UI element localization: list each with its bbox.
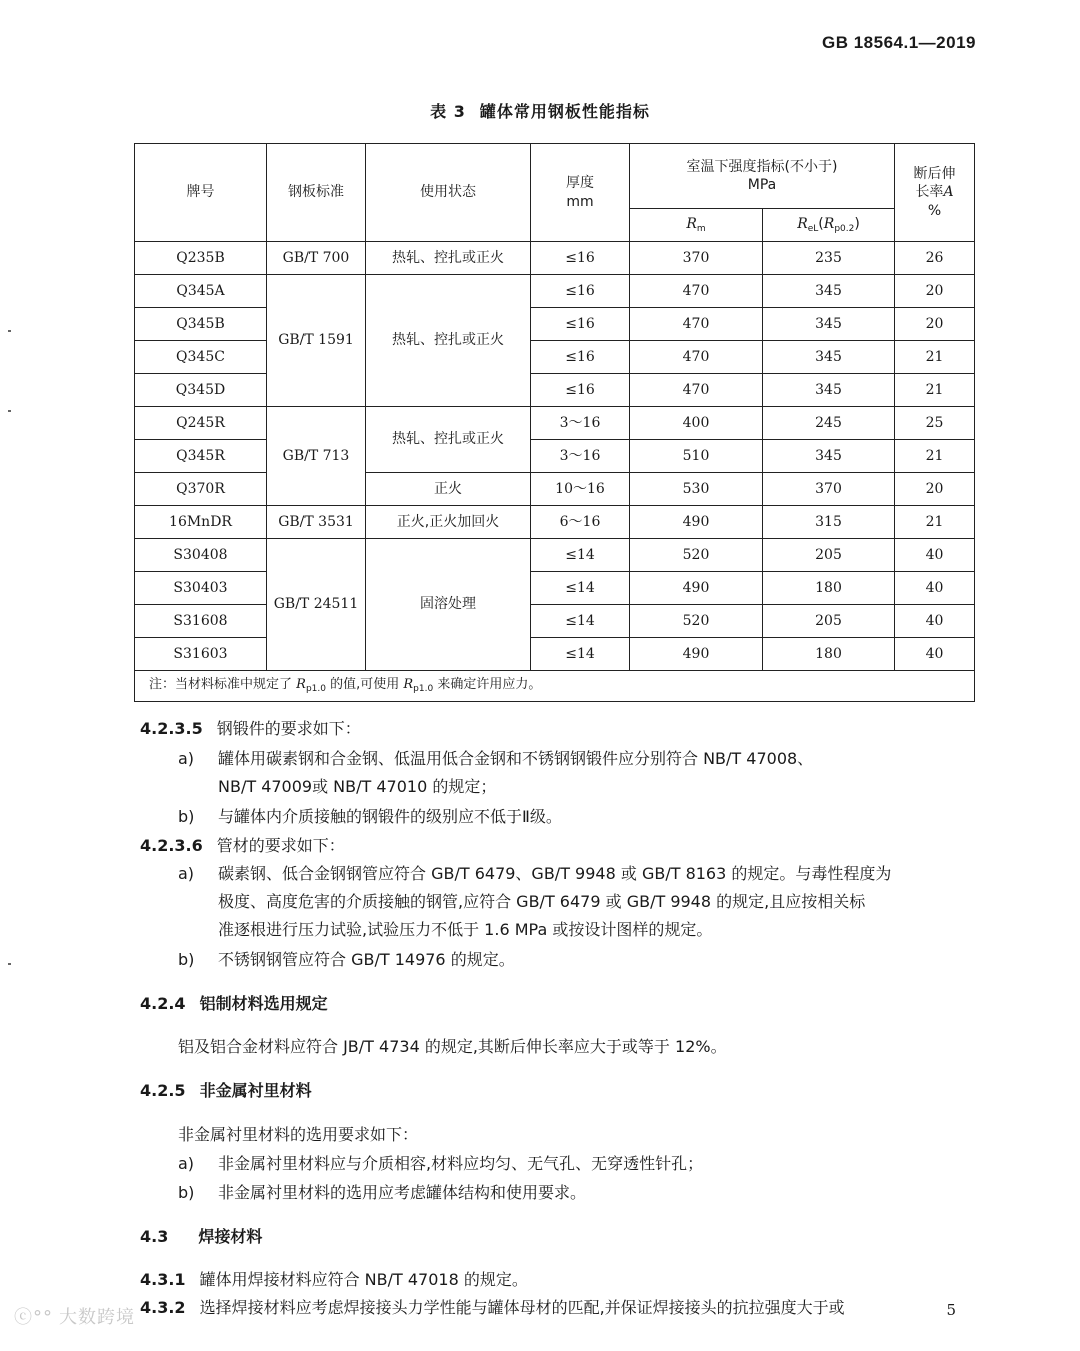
cell-rel: 180 xyxy=(763,572,895,605)
paragraph: 非金属衬里材料的选用要求如下： xyxy=(178,1125,419,1144)
cell-rel: 345 xyxy=(763,341,895,374)
rp-subscript: p0.2 xyxy=(834,223,855,234)
table-row xyxy=(135,242,975,275)
cell-standard: GB/T 713 xyxy=(267,407,366,506)
cell-grade: Q345R xyxy=(135,440,267,473)
list-item-continuation: 极度、高度危害的介质接触的钢管,应符合 GB/T 6479 或 GB/T 9948 的规定,且应按相关标 xyxy=(218,892,866,911)
cell-rm: 400 xyxy=(630,407,763,440)
table-title xyxy=(0,99,1080,122)
cell-thickness: ≤16 xyxy=(531,242,630,275)
header-elongation-label: 长率 xyxy=(915,184,944,201)
note-part1: 注：当材料标准中规定了 xyxy=(149,676,297,692)
note-part3: 来确定许用应力。 xyxy=(433,676,542,692)
cell-rel: 345 xyxy=(763,440,895,473)
note-symbol-1: R xyxy=(296,676,306,692)
cell-elongation: 21 xyxy=(895,341,975,374)
watermark xyxy=(14,1303,135,1329)
cell-elongation: 21 xyxy=(895,440,975,473)
cell-thickness: ≤16 xyxy=(531,341,630,374)
header-elongation xyxy=(895,144,975,242)
cell-thickness: ≤14 xyxy=(531,638,630,671)
cell-grade: 16MnDR xyxy=(135,506,267,539)
cell-rel: 345 xyxy=(763,374,895,407)
cell-rm: 470 xyxy=(630,341,763,374)
note-part2: 的值,可使用 xyxy=(325,676,404,692)
section-4-2-4-heading xyxy=(140,991,328,1014)
list-marker: b) xyxy=(178,1183,195,1202)
note-subscript-1: p1.0 xyxy=(305,683,326,694)
cell-thickness: ≤16 xyxy=(531,275,630,308)
table-number: 表 3 xyxy=(430,102,466,121)
steel-plate-table xyxy=(134,143,975,702)
cell-standard: GB/T 3531 xyxy=(267,506,366,539)
list-item-continuation: NB/T 47009或 NB/T 47010 的规定； xyxy=(218,777,497,796)
table-row xyxy=(135,473,975,506)
cell-elongation: 40 xyxy=(895,539,975,572)
cell-rel: 205 xyxy=(763,539,895,572)
cell-rel: 370 xyxy=(763,473,895,506)
cell-thickness: 6～16 xyxy=(531,506,630,539)
list-item xyxy=(178,947,515,970)
header-rel xyxy=(763,209,895,242)
header-thickness-unit: mm xyxy=(566,193,594,210)
table-row xyxy=(135,605,975,638)
cell-rel: 345 xyxy=(763,275,895,308)
header-grade: 牌号 xyxy=(135,144,267,242)
header-condition: 使用状态 xyxy=(366,144,531,242)
cell-rel: 345 xyxy=(763,308,895,341)
cell-thickness: 3～16 xyxy=(531,407,630,440)
table-row xyxy=(135,572,975,605)
clause-text: 选择焊接材料应考虑焊接接头力学性能与罐体母材的匹配,并保证焊接接头的抗拉强度大于或 xyxy=(199,1298,845,1317)
table-row xyxy=(135,341,975,374)
cell-thickness: 10～16 xyxy=(531,473,630,506)
cell-thickness: ≤14 xyxy=(531,605,630,638)
watermark-text: 大数跨境 xyxy=(59,1307,135,1328)
clause-4-2-3-5 xyxy=(140,716,361,739)
table-row xyxy=(135,275,975,308)
cell-elongation: 40 xyxy=(895,605,975,638)
table-row xyxy=(135,308,975,341)
cell-rel: 235 xyxy=(763,242,895,275)
clause-number: 4.3.2 xyxy=(140,1298,186,1317)
cell-rm: 470 xyxy=(630,275,763,308)
scan-mark xyxy=(8,330,11,332)
list-text: 非金属衬里材料的选用应考虑罐体结构和使用要求。 xyxy=(218,1183,587,1202)
cell-standard: GB/T 24511 xyxy=(267,539,366,671)
cell-grade: S31603 xyxy=(135,638,267,671)
header-thickness xyxy=(531,144,630,242)
cell-rm: 470 xyxy=(630,374,763,407)
cell-elongation: 20 xyxy=(895,473,975,506)
header-elongation-line2 xyxy=(895,183,974,201)
header-thickness-label: 厚度 xyxy=(566,175,594,192)
cell-rm: 490 xyxy=(630,506,763,539)
list-item xyxy=(178,1180,586,1203)
clause-number: 4.2.4 xyxy=(140,994,186,1013)
cell-grade: Q345D xyxy=(135,374,267,407)
header-elongation-unit: % xyxy=(927,202,942,219)
section-title: 铝制材料选用规定 xyxy=(199,994,328,1013)
cell-condition: 热轧、控扎或正火 xyxy=(366,242,531,275)
clause-text: 管材的要求如下： xyxy=(216,836,345,855)
scan-mark xyxy=(8,963,11,965)
cell-rel: 245 xyxy=(763,407,895,440)
rel-subscript: eL xyxy=(807,223,819,234)
rel-paren-close: ) xyxy=(854,215,860,232)
list-marker: a) xyxy=(178,1154,195,1173)
section-4-3-heading xyxy=(140,1224,262,1247)
header-strength xyxy=(630,144,895,209)
cell-grade: Q235B xyxy=(135,242,267,275)
rel-paren-open: ( xyxy=(818,215,824,232)
list-marker: b) xyxy=(178,807,195,826)
cell-rm: 520 xyxy=(630,539,763,572)
cell-rel: 315 xyxy=(763,506,895,539)
note-subscript-2: p1.0 xyxy=(413,683,434,694)
cell-rel: 205 xyxy=(763,605,895,638)
list-text: 非金属衬里材料应与介质相容,材料应均匀、无气孔、无穿透性针孔； xyxy=(218,1154,704,1173)
cell-grade: Q345B xyxy=(135,308,267,341)
list-text: 不锈钢钢管应符合 GB/T 14976 的规定。 xyxy=(218,950,515,969)
scan-mark xyxy=(8,410,11,412)
cell-rm: 530 xyxy=(630,473,763,506)
rel-symbol: R xyxy=(797,215,808,232)
clause-number: 4.2.5 xyxy=(140,1081,186,1100)
paragraph: 铝及铝合金材料应符合 JB/T 4734 的规定,其断后伸长率应大于或等于 12%。 xyxy=(178,1037,727,1056)
cell-elongation: 20 xyxy=(895,275,975,308)
list-marker: a) xyxy=(178,864,195,883)
rp-symbol: R xyxy=(823,215,835,232)
cell-rm: 490 xyxy=(630,638,763,671)
clause-number: 4.2.3.6 xyxy=(140,836,203,855)
cell-grade: Q345C xyxy=(135,341,267,374)
list-text: 碳素钢、低合金钢钢管应符合 GB/T 6479、GB/T 9948 或 GB/T 8163 的规定。与毒性程度为 xyxy=(218,864,892,883)
cell-elongation: 40 xyxy=(895,638,975,671)
cell-grade: Q370R xyxy=(135,473,267,506)
clause-4-3-2 xyxy=(140,1295,845,1318)
cell-condition: 固溶处理 xyxy=(366,539,531,671)
cell-rm: 370 xyxy=(630,242,763,275)
table-row xyxy=(135,539,975,572)
clause-number: 4.3.1 xyxy=(140,1270,186,1289)
cell-rm: 520 xyxy=(630,605,763,638)
clause-number: 4.3 xyxy=(140,1227,169,1246)
table-title-text: 罐体常用钢板性能指标 xyxy=(479,102,650,121)
cell-grade: Q245R xyxy=(135,407,267,440)
cell-thickness: 3～16 xyxy=(531,440,630,473)
table-row xyxy=(135,440,975,473)
list-item-continuation: 准逐根进行压力试验,试验压力不低于 1.6 MPa 或按设计图样的规定。 xyxy=(218,920,713,939)
cell-rm: 470 xyxy=(630,308,763,341)
cell-condition: 热轧、控扎或正火 xyxy=(366,275,531,407)
cell-grade: S30408 xyxy=(135,539,267,572)
clause-text: 钢锻件的要求如下： xyxy=(216,719,361,738)
cell-grade: S31608 xyxy=(135,605,267,638)
cell-elongation: 21 xyxy=(895,374,975,407)
section-title: 焊接材料 xyxy=(198,1227,263,1246)
standard-code: GB 18564.1—2019 xyxy=(822,33,976,52)
cell-grade: Q345A xyxy=(135,275,267,308)
table-row xyxy=(135,506,975,539)
list-item xyxy=(178,861,891,884)
cell-elongation: 25 xyxy=(895,407,975,440)
header-rm xyxy=(630,209,763,242)
table-note xyxy=(135,671,975,702)
cell-thickness: ≤14 xyxy=(531,539,630,572)
header-elongation-line1: 断后伸 xyxy=(913,166,956,183)
cell-standard: GB/T 700 xyxy=(267,242,366,275)
table-row xyxy=(135,638,975,671)
list-marker: b) xyxy=(178,950,195,969)
header-strength-label: 室温下强度指标(不小于) xyxy=(686,158,838,175)
page-number: 5 xyxy=(946,1301,956,1319)
section-4-2-5-heading xyxy=(140,1078,312,1101)
list-text: 与罐体内介质接触的钢锻件的级别应不低于Ⅱ级。 xyxy=(218,807,562,826)
rm-subscript: m xyxy=(696,223,706,234)
watermark-logo-icon: ⓒ°° xyxy=(14,1307,53,1328)
cell-thickness: ≤14 xyxy=(531,572,630,605)
header-strength-unit: MPa xyxy=(747,177,777,193)
cell-elongation: 21 xyxy=(895,506,975,539)
table-row xyxy=(135,374,975,407)
header-elongation-symbol: A xyxy=(943,184,954,201)
cell-thickness: ≤16 xyxy=(531,308,630,341)
section-title: 非金属衬里材料 xyxy=(199,1081,312,1100)
cell-rm: 510 xyxy=(630,440,763,473)
cell-condition: 热轧、控扎或正火 xyxy=(366,407,531,473)
list-text: 罐体用碳素钢和合金钢、低温用低合金钢和不锈钢钢锻件应分别符合 NB/T 47008、 xyxy=(218,749,814,768)
cell-condition: 正火,正火加回火 xyxy=(366,506,531,539)
cell-condition: 正火 xyxy=(366,473,531,506)
list-item xyxy=(178,804,562,827)
cell-elongation: 26 xyxy=(895,242,975,275)
list-marker: a) xyxy=(178,749,195,768)
list-item xyxy=(178,1151,703,1174)
table-note-row xyxy=(135,671,975,702)
cell-standard: GB/T 1591 xyxy=(267,275,366,407)
cell-elongation: 20 xyxy=(895,308,975,341)
cell-elongation: 40 xyxy=(895,572,975,605)
clause-text: 罐体用焊接材料应符合 NB/T 47018 的规定。 xyxy=(199,1270,528,1289)
note-symbol-2: R xyxy=(403,676,414,692)
cell-rm: 490 xyxy=(630,572,763,605)
list-item xyxy=(178,746,813,769)
cell-rel: 180 xyxy=(763,638,895,671)
table-row xyxy=(135,407,975,440)
clause-4-3-1 xyxy=(140,1267,528,1290)
rm-symbol: R xyxy=(686,215,697,232)
cell-thickness: ≤16 xyxy=(531,374,630,407)
clause-4-2-3-6 xyxy=(140,833,345,856)
clause-number: 4.2.3.5 xyxy=(140,719,203,738)
cell-grade: S30403 xyxy=(135,572,267,605)
header-standard: 钢板标准 xyxy=(267,144,366,242)
